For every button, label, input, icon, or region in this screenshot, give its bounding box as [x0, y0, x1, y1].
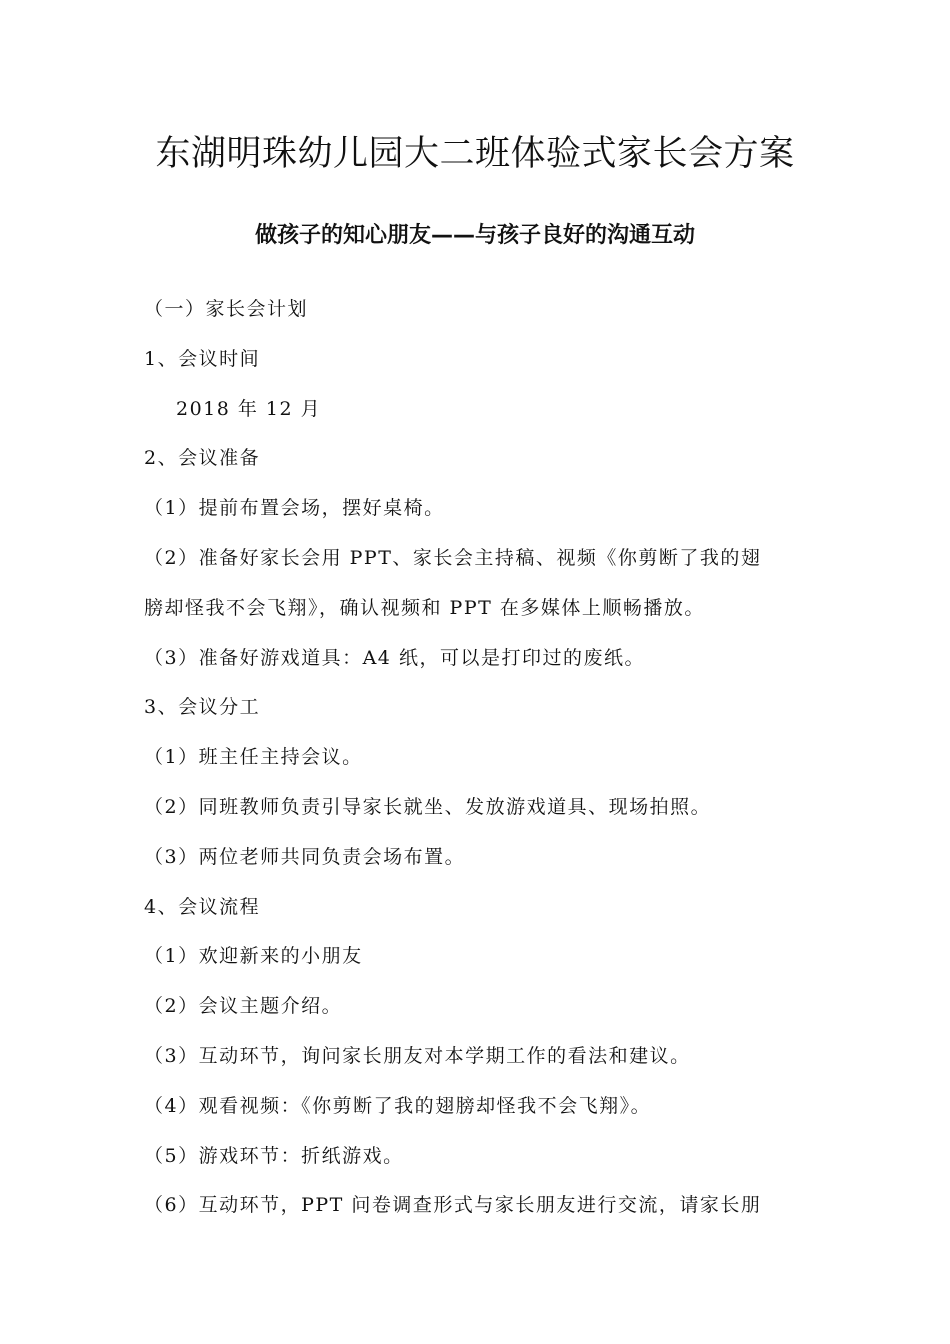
paragraph-line: 膀却怪我不会飞翔》，确认视频和 PPT 在多媒体上顺畅播放。 — [144, 596, 705, 619]
paragraph-line: （3）准备好游戏道具：A4 纸，可以是打印过的废纸。 — [144, 646, 645, 669]
paragraph-line: （1）欢迎新来的小朋友 — [144, 945, 363, 968]
paragraph-line: （5）游戏环节：折纸游戏。 — [144, 1144, 404, 1167]
document-body — [144, 291, 814, 1237]
paragraph-line: （1）提前布置会场，摆好桌椅。 — [144, 497, 445, 520]
paragraph-line: （6）互动环节，PPT 问卷调查形式与家长朋友进行交流，请家长朋 — [144, 1194, 762, 1217]
document-subtitle: 做孩子的知心朋友——与孩子良好的沟通互动 — [254, 223, 695, 248]
document-title: 东湖明珠幼儿园大二班体验式家长会方案 — [155, 134, 795, 174]
paragraph-line: （1）班主任主持会议。 — [144, 746, 363, 769]
item-heading: 4、会议流程 — [144, 895, 261, 918]
paragraph-line: （4）观看视频：《你剪断了我的翅膀却怪我不会飞翔》。 — [144, 1094, 652, 1117]
paragraph-line: （2）会议主题介绍。 — [144, 995, 343, 1018]
item-heading: 3、会议分工 — [144, 696, 261, 719]
item-heading: 1、会议时间 — [144, 347, 261, 370]
meeting-date: 2018 年 12 月 — [176, 397, 322, 420]
section-heading: （一）家长会计划 — [144, 298, 309, 320]
paragraph-line: （3）两位老师共同负责会场布置。 — [144, 845, 466, 868]
paragraph-line: （3）互动环节，询问家长朋友对本学期工作的看法和建议。 — [144, 1044, 691, 1067]
paragraph-line: （2）准备好家长会用 PPT、家长会主持稿、视频《你剪断了我的翅 — [144, 546, 762, 569]
paragraph-line: （2）同班教师负责引导家长就坐、发放游戏道具、现场拍照。 — [144, 795, 712, 818]
item-heading: 2、会议准备 — [144, 447, 261, 470]
